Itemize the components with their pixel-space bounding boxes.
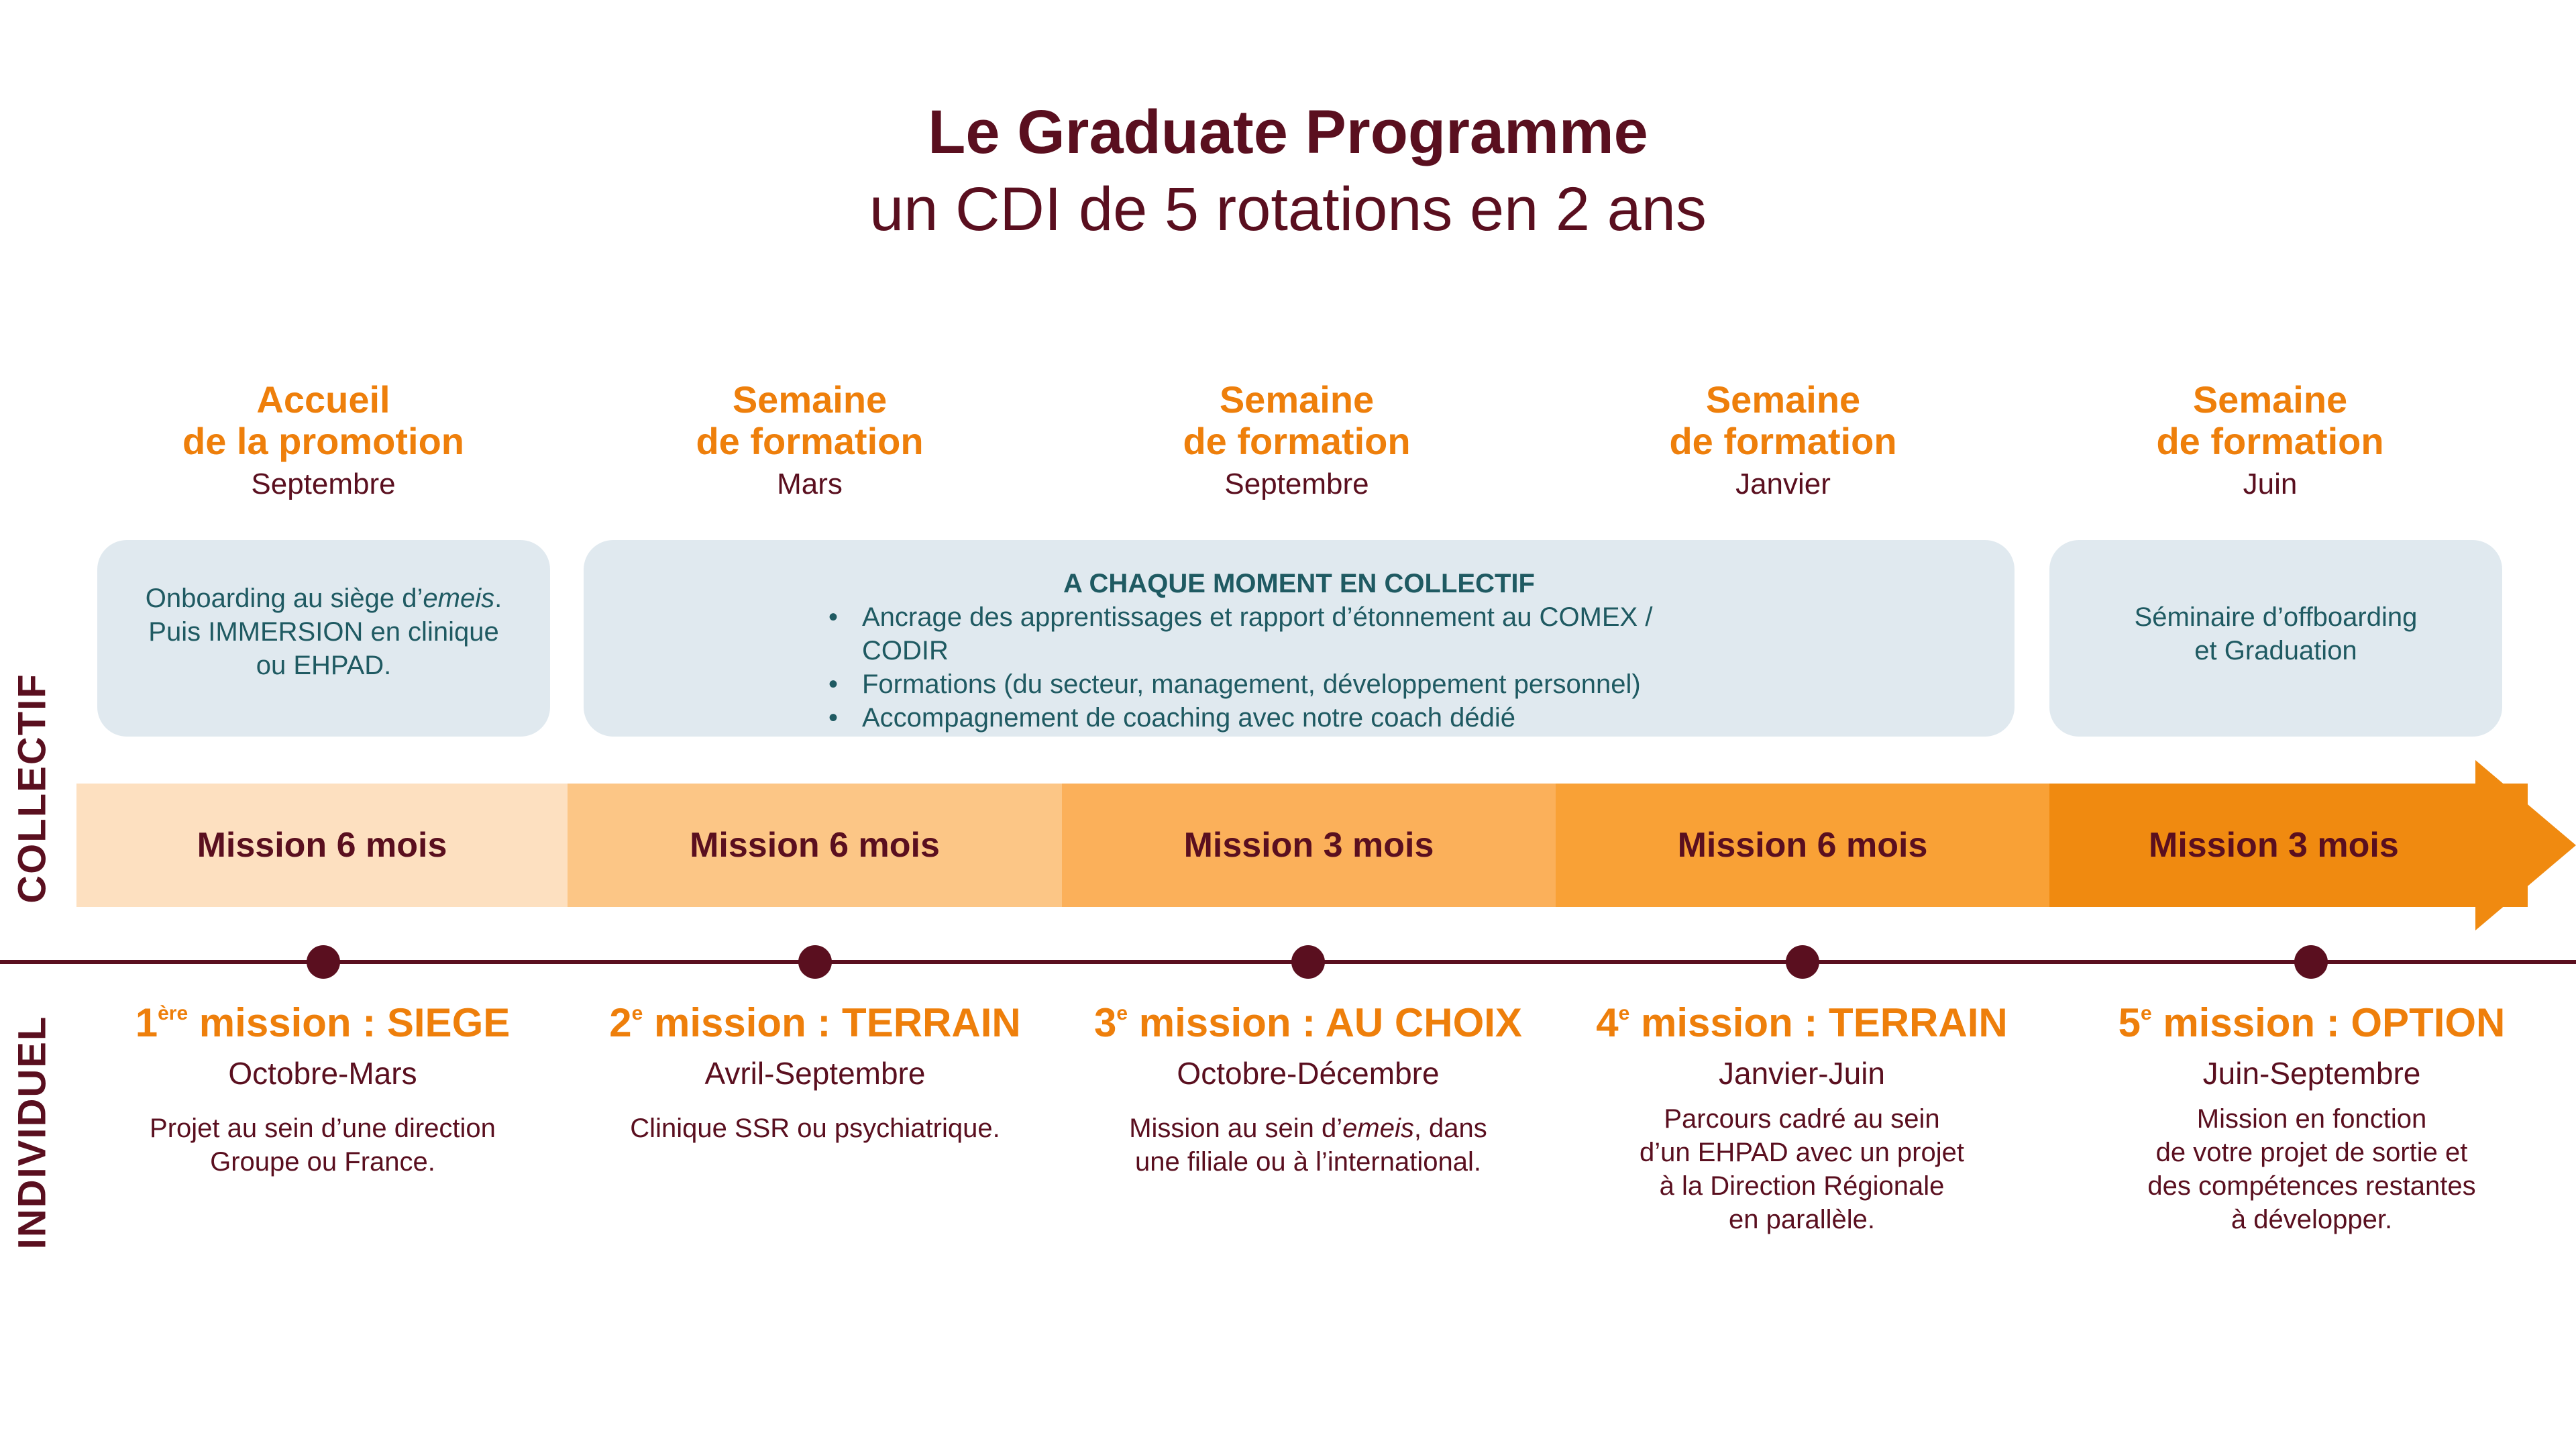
mission-4 — [1547, 1000, 2057, 1236]
onboarding-box — [97, 540, 550, 737]
mission-3 — [1053, 1000, 1563, 1179]
timeline-dot — [1786, 945, 1819, 979]
mission-segment-2: Mission 6 mois — [568, 784, 1062, 907]
mission-dates: Janvier-Juin — [1719, 1056, 1885, 1091]
mission-segment-3: Mission 3 mois — [1062, 784, 1556, 907]
event-month: Janvier — [1735, 468, 1831, 500]
mission-title: 3e mission : AU CHOIX — [1094, 1000, 1522, 1045]
mission-description: Clinique SSR ou psychiatrique. — [630, 1114, 1000, 1143]
event-formation-2 — [1062, 379, 1532, 501]
page-title: Le Graduate Programme — [928, 98, 1648, 166]
offboarding-line1: Séminaire d’offboarding — [2134, 602, 2418, 632]
collective-heading: A CHAQUE MOMENT EN COLLECTIF — [1063, 569, 1535, 598]
event-title-line1: Accueil — [256, 378, 390, 421]
event-title-line1: Semaine — [1219, 378, 1375, 421]
page-subtitle: un CDI de 5 rotations en 2 ans — [869, 175, 1707, 244]
event-title-line1: Semaine — [1705, 378, 1861, 421]
collective-bullet: • Formations (du secteur, management, développement personnel) — [828, 667, 1667, 701]
arrow-head-icon — [2475, 760, 2576, 930]
event-month: Juin — [2243, 468, 2298, 500]
individuel-label: INDIVIDUEL — [10, 1015, 54, 1250]
onboarding-line1: Onboarding au siège d’emeis. — [145, 584, 502, 613]
mission-title: 1ère mission : SIEGE — [135, 1000, 511, 1045]
event-title-line1: Semaine — [732, 378, 888, 421]
event-title-line2: de la promotion — [182, 420, 464, 462]
event-month: Septembre — [1224, 468, 1369, 500]
mission-title: 4e mission : TERRAIN — [1596, 1000, 2008, 1045]
mission-description: Mission en fonction de votre projet de sortie et des compétences restantes à développer. — [2147, 1104, 2476, 1234]
mission-dates: Avril-Septembre — [704, 1056, 926, 1091]
collective-box — [584, 540, 2015, 737]
timeline-dot — [798, 945, 832, 979]
offboarding-line2: et Graduation — [2194, 636, 2357, 665]
mission-title: 5e mission : OPTION — [2118, 1000, 2506, 1045]
offboarding-box — [2049, 540, 2502, 737]
onboarding-line3: ou EHPAD. — [256, 651, 392, 680]
timeline-dot — [307, 945, 340, 979]
mission-title: 2e mission : TERRAIN — [609, 1000, 1021, 1045]
collective-bullet: • Ancrage des apprentissages et rapport d’étonnement au COMEX / CODIR — [828, 600, 1667, 667]
mission-description: Projet au sein d’une direction Groupe ou France. — [150, 1114, 496, 1177]
collective-bullet: • Accompagnement de coaching avec notre coach dédié — [828, 701, 1667, 735]
event-title-line2: de formation — [2156, 420, 2384, 462]
event-accueil — [89, 379, 558, 501]
collectif-label: COLLECTIF — [10, 673, 54, 904]
mission-description: Mission au sein d’emeis, dans une filiale ou à l’international. — [1129, 1114, 1487, 1177]
mission-dates: Octobre-Mars — [228, 1056, 417, 1091]
event-title-line2: de formation — [1183, 420, 1411, 462]
event-month: Septembre — [251, 468, 396, 500]
mission-description: Parcours cadré au sein d’un EHPAD avec un projet à la Direction Régionale en parallèle. — [1640, 1104, 1964, 1234]
mission-segment-5: Mission 3 mois — [2049, 784, 2528, 907]
mission-segment-4: Mission 6 mois — [1556, 784, 2049, 907]
mission-dates: Octobre-Décembre — [1177, 1056, 1440, 1091]
mission-1 — [68, 1000, 578, 1179]
mission-dates: Juin-Septembre — [2202, 1056, 2421, 1091]
mission-2 — [560, 1000, 1070, 1145]
event-title-line2: de formation — [696, 420, 924, 462]
event-formation-4 — [2035, 379, 2505, 501]
mission-segment-1: Mission 6 mois — [76, 784, 568, 907]
timeline-axis — [0, 960, 2576, 964]
event-title-line2: de formation — [1669, 420, 1897, 462]
event-formation-1 — [575, 379, 1044, 501]
mission-5 — [2057, 1000, 2567, 1236]
collective-list — [828, 600, 1667, 735]
event-formation-3 — [1548, 379, 2018, 501]
onboarding-line2: Puis IMMERSION en clinique — [148, 617, 499, 647]
event-title-line1: Semaine — [2192, 378, 2348, 421]
timeline-dot — [1291, 945, 1325, 979]
timeline-dot — [2294, 945, 2328, 979]
event-month: Mars — [777, 468, 843, 500]
